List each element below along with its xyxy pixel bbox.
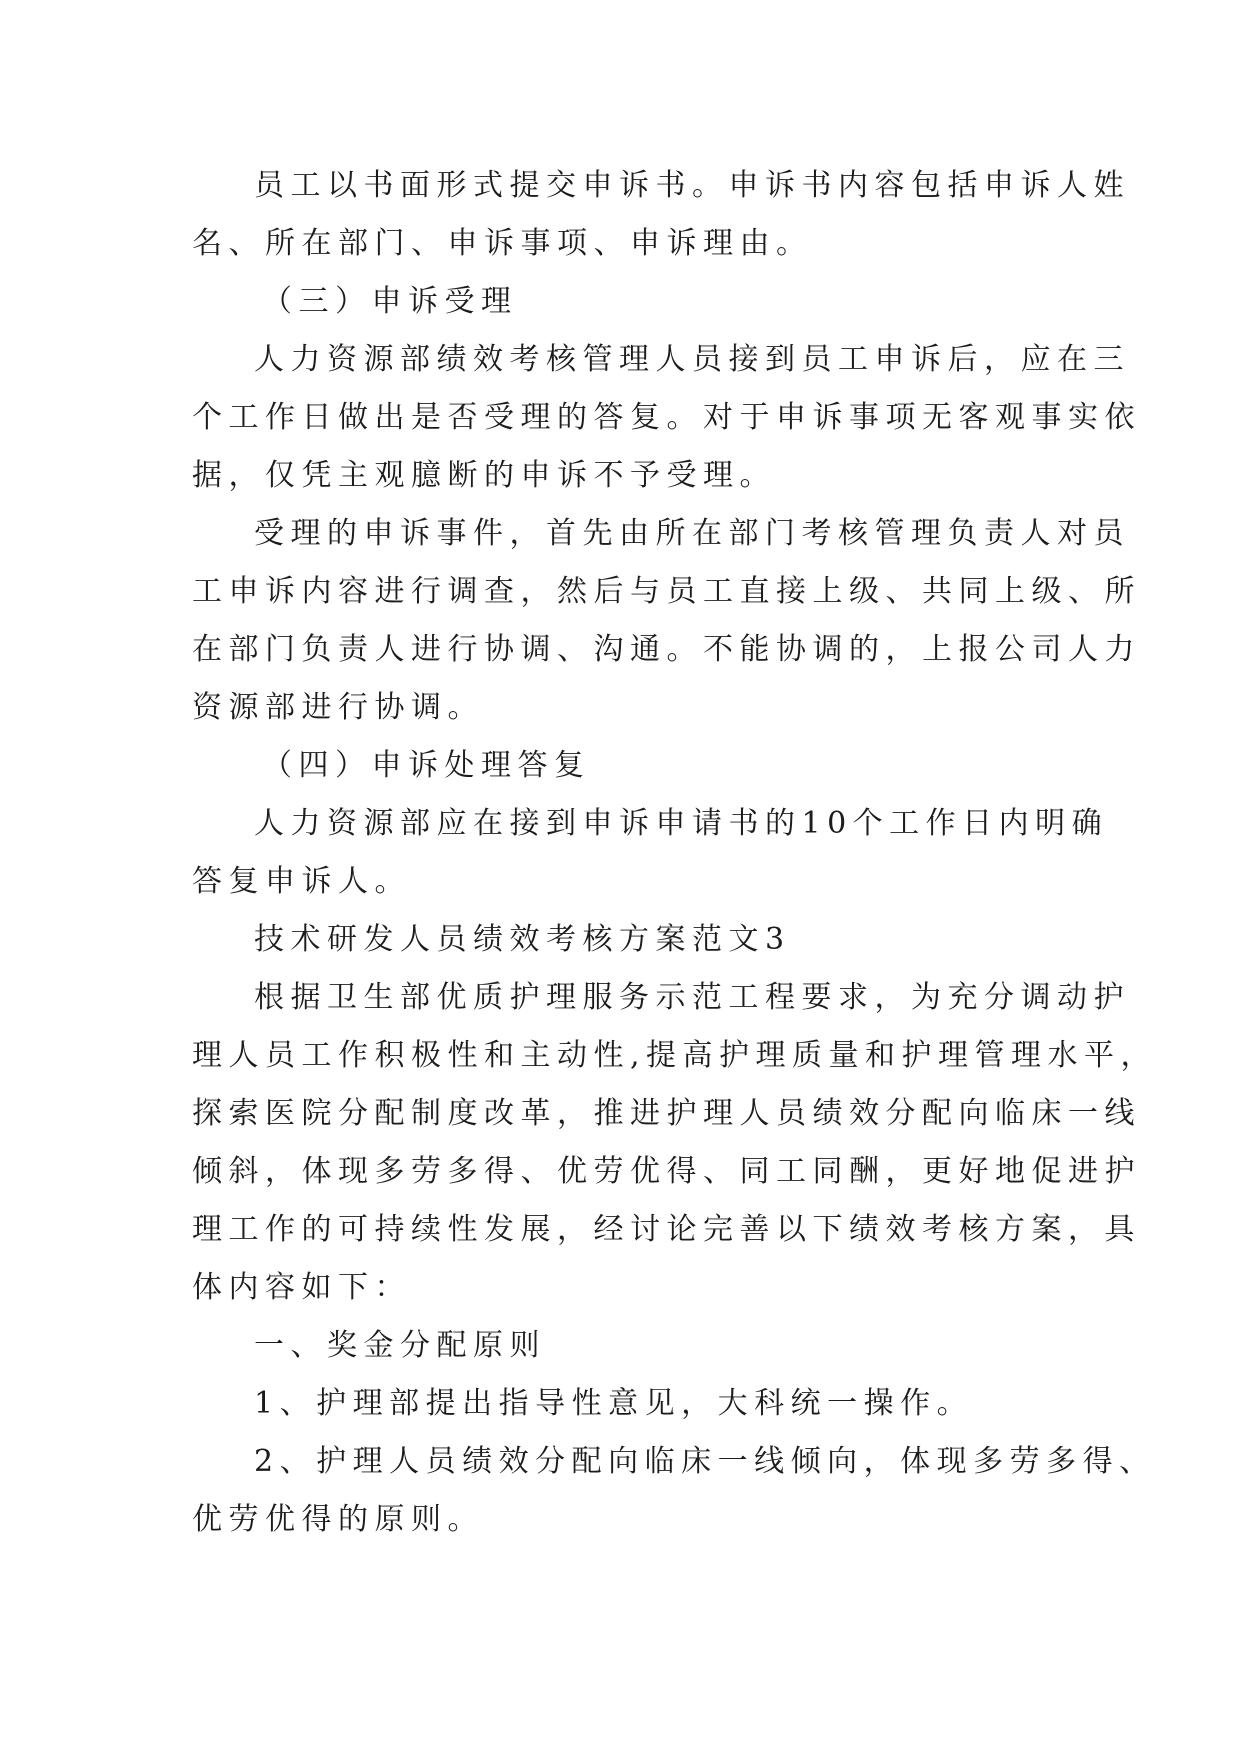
paragraph-line: 理人员工作积极性和主动性,提高护理质量和护理管理水平，: [192, 1038, 1158, 1073]
paragraph-line: 工申诉内容进行调查，然后与员工直接上级、共同上级、所: [192, 574, 1141, 609]
list-item-continuation: 优劳优得的原则。: [192, 1502, 484, 1537]
paragraph-line: 名、所在部门、申诉事项、申诉理由。: [192, 226, 813, 261]
section-heading: 一、奖金分配原则: [254, 1328, 546, 1363]
section-heading: （三）申诉受理: [262, 284, 518, 319]
list-item: 1、护理部提出指导性意见，大科统一操作。: [254, 1386, 974, 1421]
paragraph-line: 体内容如下：: [192, 1270, 411, 1305]
paragraph-line: 人力资源部应在接到申诉申请书的10个工作日内明确: [254, 806, 1109, 841]
paragraph-line: 受理的申诉事件，首先由所在部门考核管理负责人对员: [254, 516, 1130, 551]
paragraph-line: 员工以书面形式提交申诉书。申诉书内容包括申诉人姓: [254, 168, 1130, 203]
paragraph-line: 在部门负责人进行协调、沟通。不能协调的，上报公司人力: [192, 632, 1141, 667]
paragraph-line: 理工作的可持续性发展，经讨论完善以下绩效考核方案，具: [192, 1212, 1141, 1247]
paragraph-line: 据，仅凭主观臆断的申诉不予受理。: [192, 458, 776, 493]
paragraph-line: 人力资源部绩效考核管理人员接到员工申诉后，应在三: [254, 342, 1130, 377]
document-subtitle: 技术研发人员绩效考核方案范文3: [254, 922, 791, 957]
paragraph-line: 倾斜，体现多劳多得、优劳优得、同工同酬，更好地促进护: [192, 1154, 1141, 1189]
section-heading: （四）申诉处理答复: [262, 748, 591, 783]
paragraph-line: 资源部进行协调。: [192, 690, 484, 725]
paragraph-line: 个工作日做出是否受理的答复。对于申诉事项无客观事实依: [192, 400, 1141, 435]
paragraph-line: 答复申诉人。: [192, 864, 411, 899]
paragraph-line: 根据卫生部优质护理服务示范工程要求，为充分调动护: [254, 980, 1130, 1015]
paragraph-line: 探索医院分配制度改革，推进护理人员绩效分配向临床一线: [192, 1096, 1141, 1131]
list-item: 2、护理人员绩效分配向临床一线倾向，体现多劳多得、: [254, 1444, 1156, 1479]
